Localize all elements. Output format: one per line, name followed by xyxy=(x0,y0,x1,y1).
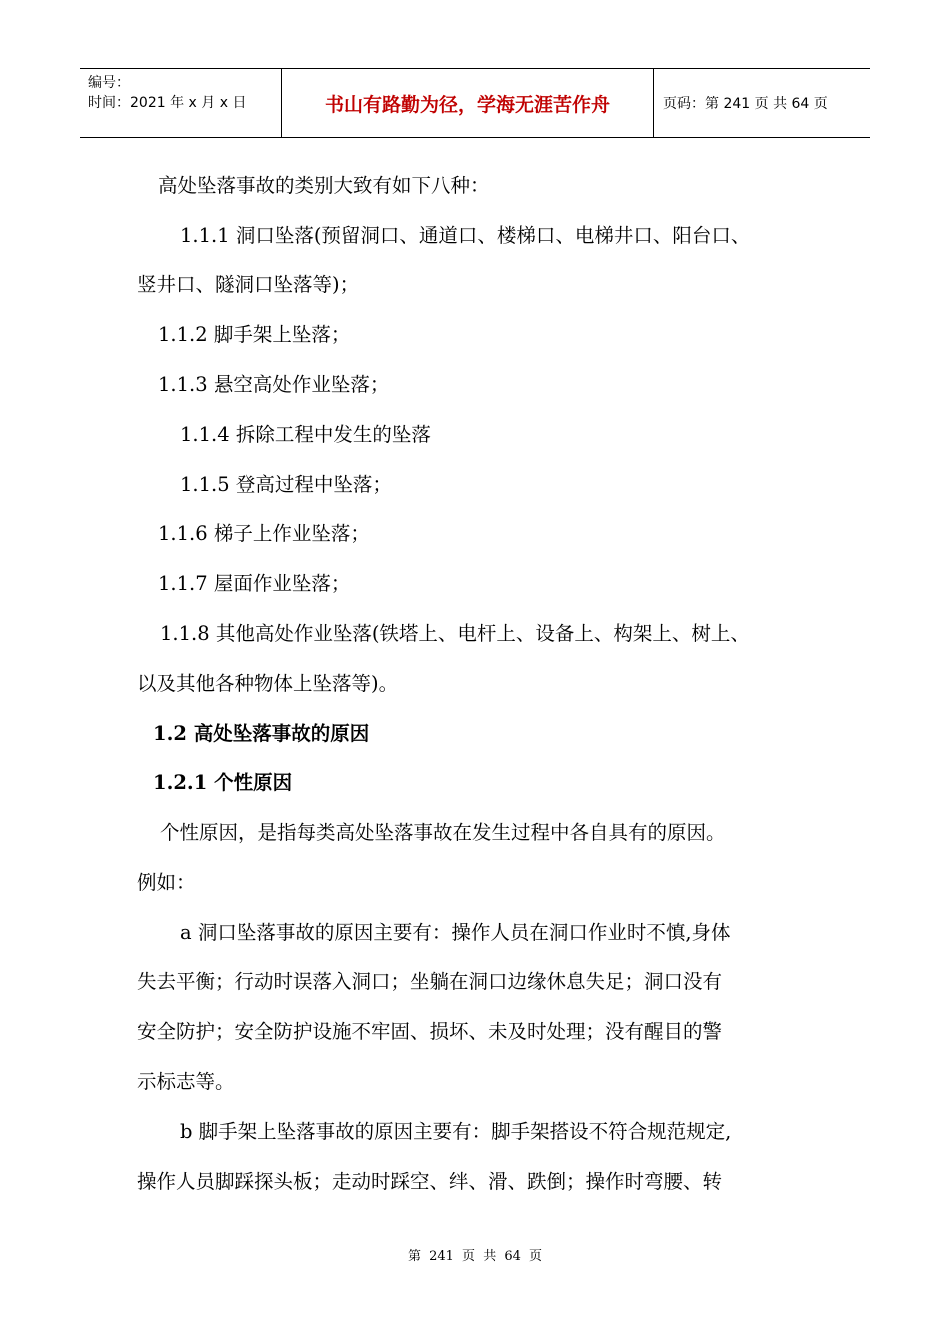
list-item: 1.1.3 悬空高处作业坠落； xyxy=(158,373,390,396)
header-page-label: 页码：第 241 页 共 64 页 xyxy=(663,96,828,112)
paragraph-line: 示标志等。 xyxy=(137,1070,235,1093)
paragraph-line: 例如： xyxy=(137,871,196,894)
list-item: 1.1.7 屋面作业坠落； xyxy=(158,572,351,595)
document-header xyxy=(80,68,870,138)
list-item: 1.1.2 脚手架上坠落； xyxy=(158,323,351,346)
section-heading: 1.2 高处坠落事故的原因 xyxy=(153,722,370,745)
intro-line: 高处坠落事故的类别大致有如下八种： xyxy=(158,174,490,197)
list-item-continuation: 以及其他各种物体上坠落等)。 xyxy=(137,672,399,695)
list-item-continuation: 竖井口、隧洞口坠落等)； xyxy=(137,273,360,296)
list-item: 1.1.6 梯子上作业坠落； xyxy=(158,522,370,545)
list-item: 1.1.1 洞口坠落(预留洞口、通道口、楼梯口、电梯井口、阳台口、 xyxy=(180,224,751,247)
list-item: 1.1.8 其他高处作业坠落(铁塔上、电杆上、设备上、构架上、树上、 xyxy=(160,622,750,645)
header-motto: 书山有路勤为径，学海无涯苦作舟 xyxy=(324,93,610,116)
paragraph-line: b 脚手架上坠落事故的原因主要有：脚手架搭设不符合规范规定, xyxy=(180,1120,732,1143)
number-label: 编号： xyxy=(88,75,130,91)
page-footer: 第 241 页 共 64 页 xyxy=(407,1249,543,1264)
paragraph-line: 失去平衡；行动时误落入洞口；坐躺在洞口边缘休息失足；洞口没有 xyxy=(137,970,723,993)
paragraph-line: 操作人员脚踩探头板；走动时踩空、绊、滑、跌倒；操作时弯腰、转 xyxy=(137,1170,723,1193)
paragraph-line: a 洞口坠落事故的原因主要有：操作人员在洞口作业时不慎,身体 xyxy=(180,921,731,944)
list-item: 1.1.5 登高过程中坠落； xyxy=(180,473,392,496)
time-label: 时间：2021 年 x 月 x 日 xyxy=(88,95,247,111)
header-divider xyxy=(653,69,654,137)
list-item: 1.1.4 拆除工程中发生的坠落 xyxy=(180,423,431,446)
subsection-heading: 1.2.1 个性原因 xyxy=(153,771,293,794)
header-meta-cell xyxy=(80,69,281,137)
paragraph-line: 个性原因，是指每类高处坠落事故在发生过程中各自具有的原因。 xyxy=(160,821,726,844)
paragraph-line: 安全防护；安全防护设施不牢固、损坏、未及时处理；没有醒目的警 xyxy=(137,1020,723,1043)
